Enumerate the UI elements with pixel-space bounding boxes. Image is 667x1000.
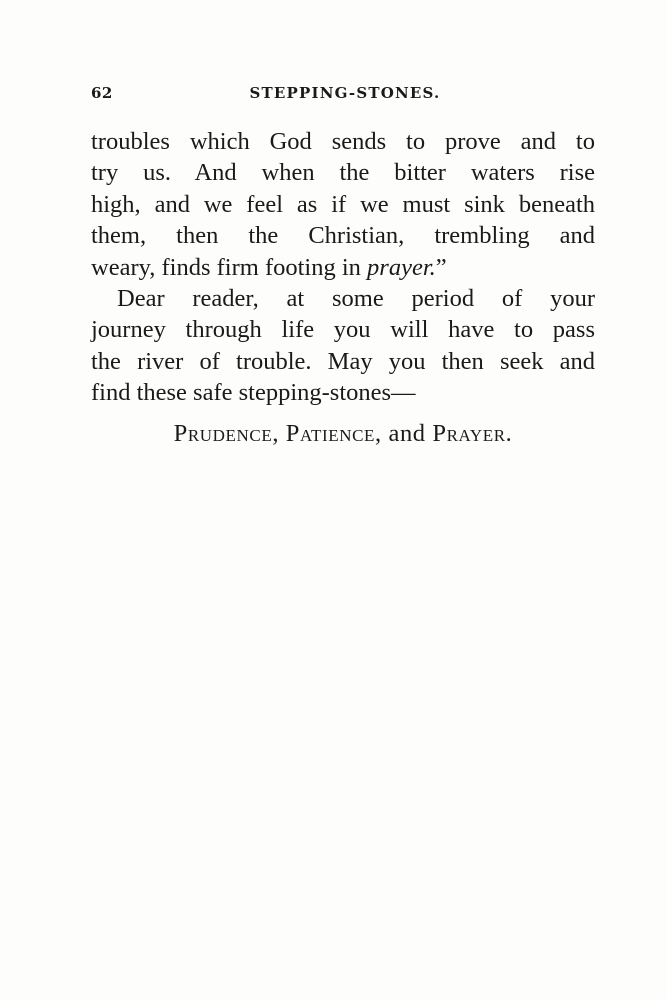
closing-separator: , and: [375, 420, 433, 447]
text-line: the river of trouble. May you then seek and: [91, 347, 595, 375]
closing-word: Prayer: [432, 420, 506, 447]
closing-line: [91, 420, 595, 448]
closing-separator: ,: [272, 420, 286, 447]
text-line: troubles which God sends to prove and to: [91, 128, 595, 155]
closing-period: .: [505, 420, 513, 447]
text-line: high, and we feel as if we must sink beneath: [91, 190, 595, 218]
text-line: Dear reader, at some period of your: [117, 284, 595, 312]
text-line: try us. And when the bitter waters rise: [91, 159, 595, 187]
text-line: [91, 252, 595, 283]
emphasis-word: prayer.: [367, 253, 436, 281]
paragraph-1: [91, 126, 595, 283]
body-text: [91, 126, 595, 409]
running-head: STEPPING-STONES.: [249, 84, 441, 102]
closing-word: Patience: [285, 420, 376, 447]
closing-quote: ”: [435, 253, 447, 281]
text-line: journey through life you will have to pass: [91, 316, 595, 344]
page-number: 62: [91, 84, 113, 102]
text-line: them, then the Christian, trembling and: [91, 222, 595, 250]
closing-word: Prudence: [173, 420, 273, 447]
paragraph-2: [91, 283, 595, 409]
page-header: [91, 84, 593, 108]
text-run: weary, finds firm footing in: [91, 253, 368, 281]
text-line: find these safe stepping-stones—: [91, 379, 416, 407]
